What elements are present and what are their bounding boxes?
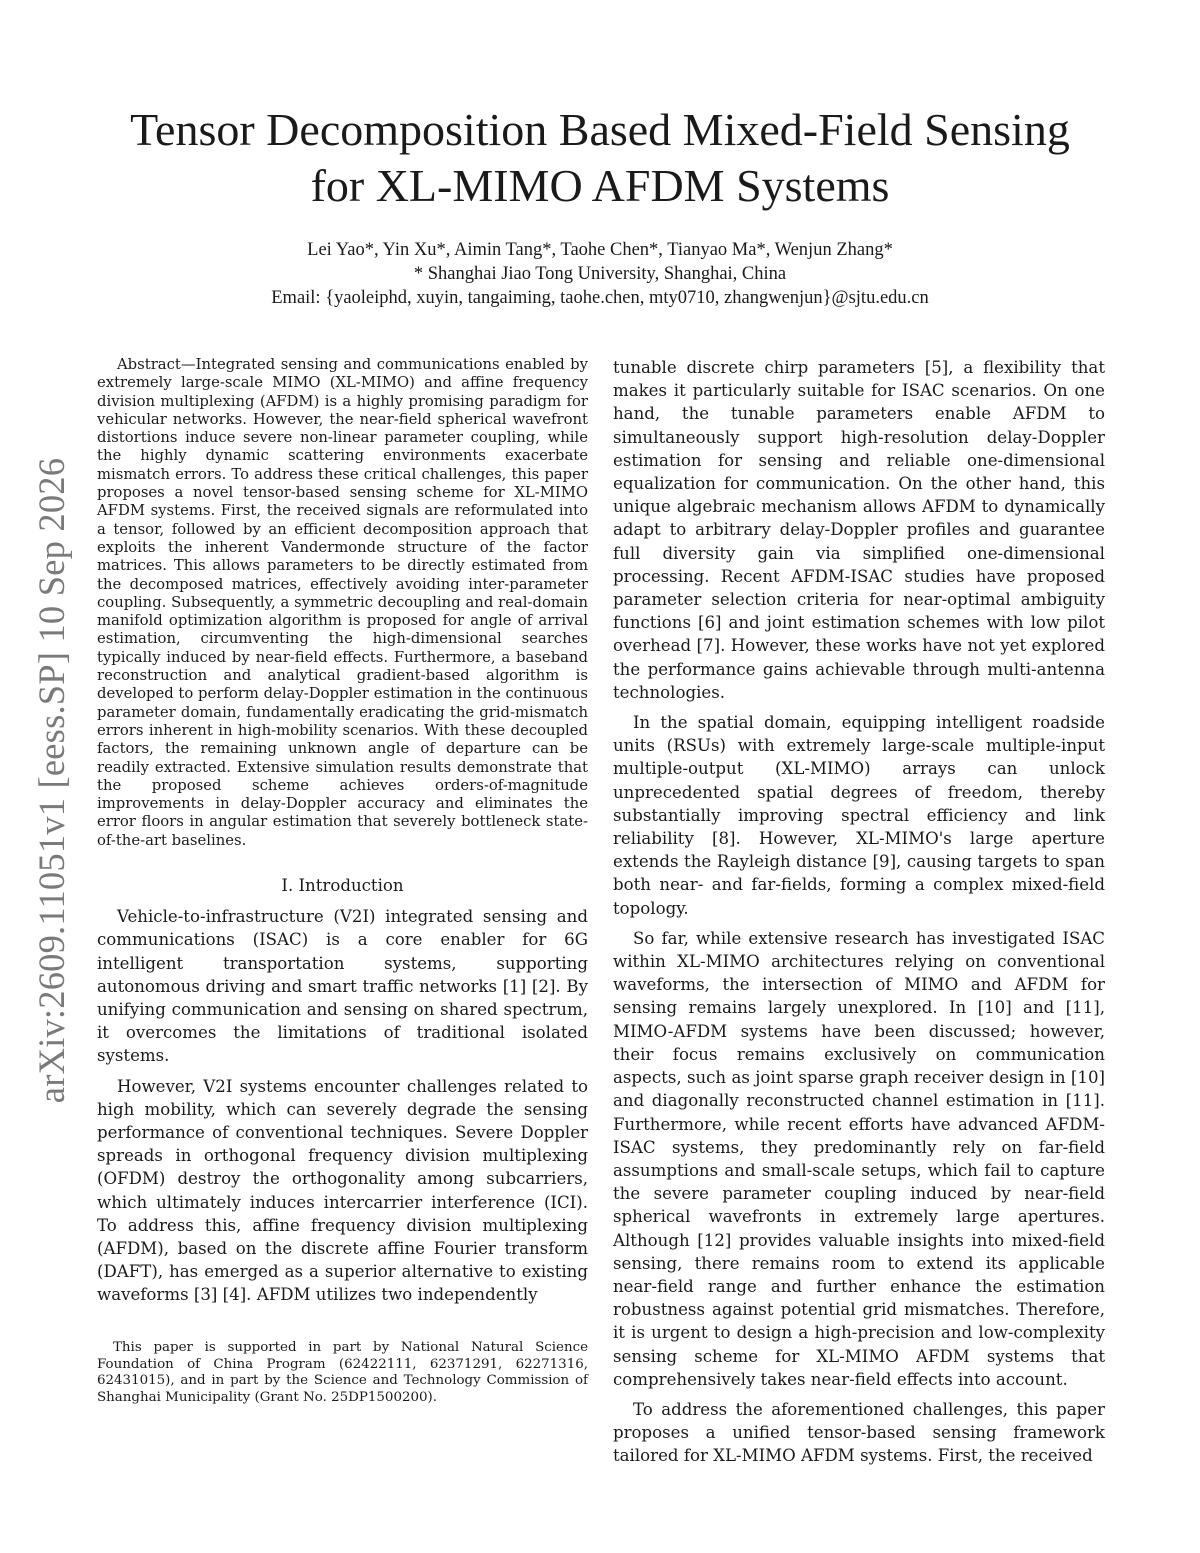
body-paragraph: To address the aforementioned challenges, this paper proposes a unified tensor-based sensing framework tailored for XL-MIMO AFDM systems. First, the received xyxy=(613,1399,1105,1466)
arxiv-identifier-text: arXiv:2609.11051v1 [eess.SP] 10 Sep 2026 xyxy=(31,457,73,1103)
title-line-1: Tensor Decomposition Based Mixed-Field Sensing xyxy=(130,104,1070,155)
body-paragraph: So far, while extensive research has investigated ISAC within XL-MIMO architectures relying on conventional waveforms, the intersection of MIMO and AFDM for sensing remains largely unexplored. In [10] and [11], MIMO-AFDM systems have been discussed; however, their focus remains exclusively on communication aspects, such as joint sparse graph receiver design in [10] and diagonally reconstructed channel estimation in [11]. Furthermore, while recent efforts have advanced AFDM-ISAC systems, they predominantly rely on far-field assumptions and small-scale setups, which fail to capture the severe parameter coupling induced by near-field spherical wavefronts in extremely large apertures. Although [12] provides valuable insights into mixed-field sensing, there remains room to extend its applicable near-field range and further enhance the estimation robustness against potential grid mismatches. Therefore, it is urgent to design a high-precision and low-complexity sensing scheme for XL-MIMO AFDM systems that comprehensively takes near-field effects into account. xyxy=(613,928,1105,1389)
arxiv-identifier xyxy=(22,422,82,1138)
body-paragraph: In the spatial domain, equipping intelligent roadside units (RSUs) with extremely large-scale multiple-input multiple-output (XL-MIMO) arrays can unlock unprecedented spatial degrees of freedom, thereby substantially improving spectral efficiency and link reliability [8]. However, XL-MIMO's large aperture extends the Rayleigh distance [9], causing targets to span both near- and far-fields, forming a complex mixed-field topology. xyxy=(613,713,1105,918)
author-affiliation: * Shanghai Jiao Tong University, Shanghai, China xyxy=(413,264,787,284)
abstract: Abstract—Integrated sensing and communications enabled by extremely large-scale MIMO (XL-MIMO) and affine frequency division multiplexing (AFDM) is a highly promising paradigm for vehicular networks. However, the near-field spherical wavefront distortions induce severe non-linear parameter coupling, while the highly dynamic scattering environments exacerbate mismatch errors. To address these critical challenges, this paper proposes a novel tensor-based sensing scheme for XL-MIMO AFDM systems. First, the received signals are reformulated into a tensor, followed by an efficient decomposition approach that exploits the inherent Vandermonde structure of the factor matrices. This allows parameters to be directly estimated from the decomposed matrices, effectively avoiding inter-parameter coupling. Subsequently, a symmetric decoupling and real-domain manifold optimization algorithm is proposed for angle of arrival estimation, circumventing the high-dimensional searches typically induced by near-field effects. Furthermore, a baseband reconstruction and analytical gradient-based algorithm is developed to perform delay-Doppler estimation in the continuous parameter domain, fundamentally eradicating the grid-mismatch errors inherent in high-mobility scenarios. With these decoupled factors, the remaining unknown angle of departure can be readily extracted. Extensive simulation results demonstrate that the proposed scheme achieves orders-of-magnitude improvements in delay-Doppler accuracy and eliminates the error floors in angular estimation that severely bottleneck state-of-the-art baselines. xyxy=(97,356,588,849)
author-block xyxy=(90,238,1110,310)
author-names: Lei Yao*, Yin Xu*, Aimin Tang*, Taohe Chen*, Tianyao Ma*, Wenjun Zhang* xyxy=(307,240,893,260)
section-heading-introduction: I. Introduction xyxy=(281,876,404,896)
title-line-2: for XL-MIMO AFDM Systems xyxy=(310,160,890,211)
body-paragraph: Vehicle-to-infrastructure (V2I) integrated sensing and communications (ISAC) is a core enabler for 6G intelligent transportation systems, supporting autonomous driving and smart traffic networks [1] [2]. By unifying communication and sensing on shared spectrum, it overcomes the limitations of traditional isolated systems. xyxy=(97,907,588,1066)
paper-title xyxy=(90,102,1110,214)
body-paragraph-continued: tunable discrete chirp parameters [5], a flexibility that makes it particularly suitable for ISAC scenarios. On one hand, the tunable parameters enable AFDM to simultaneously support high-resolution delay-Doppler estimation for sensing and reliable one-dimensional equalization for communication. On the other hand, this unique algebraic mechanism allows AFDM to dynamically adapt to arbitrary delay-Doppler profiles and guarantee full diversity gain via simplified one-dimensional processing. Recent AFDM-ISAC studies have proposed parameter selection criteria for near-optimal ambiguity functions [6] and joint estimation schemes with low pilot overhead [7]. However, these works have not yet explored the performance gains achievable through multi-antenna technologies. xyxy=(613,358,1105,702)
funding-footnote: This paper is supported in part by National Natural Science Foundation of China Program (62422111, 62371291, 62271316, 62431015), and in part by the Science and Technology Commission of Shanghai Municipality (Grant No. 25DP1500200). xyxy=(97,1340,588,1405)
right-column xyxy=(613,356,1105,1475)
body-paragraph: However, V2I systems encounter challenges related to high mobility, which can severely degrade the sensing performance of conventional techniques. Severe Doppler spreads in orthogonal frequency division multiplexing (OFDM) destroy the orthogonality among subcarriers, which ultimately induces intercarrier interference (ICI). To address this, affine frequency division multiplexing (AFDM), based on the discrete affine Fourier transform (DAFT), has emerged as a superior alternative to existing waveforms [3] [4]. AFDM utilizes two independently xyxy=(97,1076,588,1305)
author-email: Email: {yaoleiphd, xuyin, tangaiming, taohe.chen, mty0710, zhangwenjun}@sjtu.edu.cn xyxy=(271,288,929,308)
left-column xyxy=(97,356,588,1314)
